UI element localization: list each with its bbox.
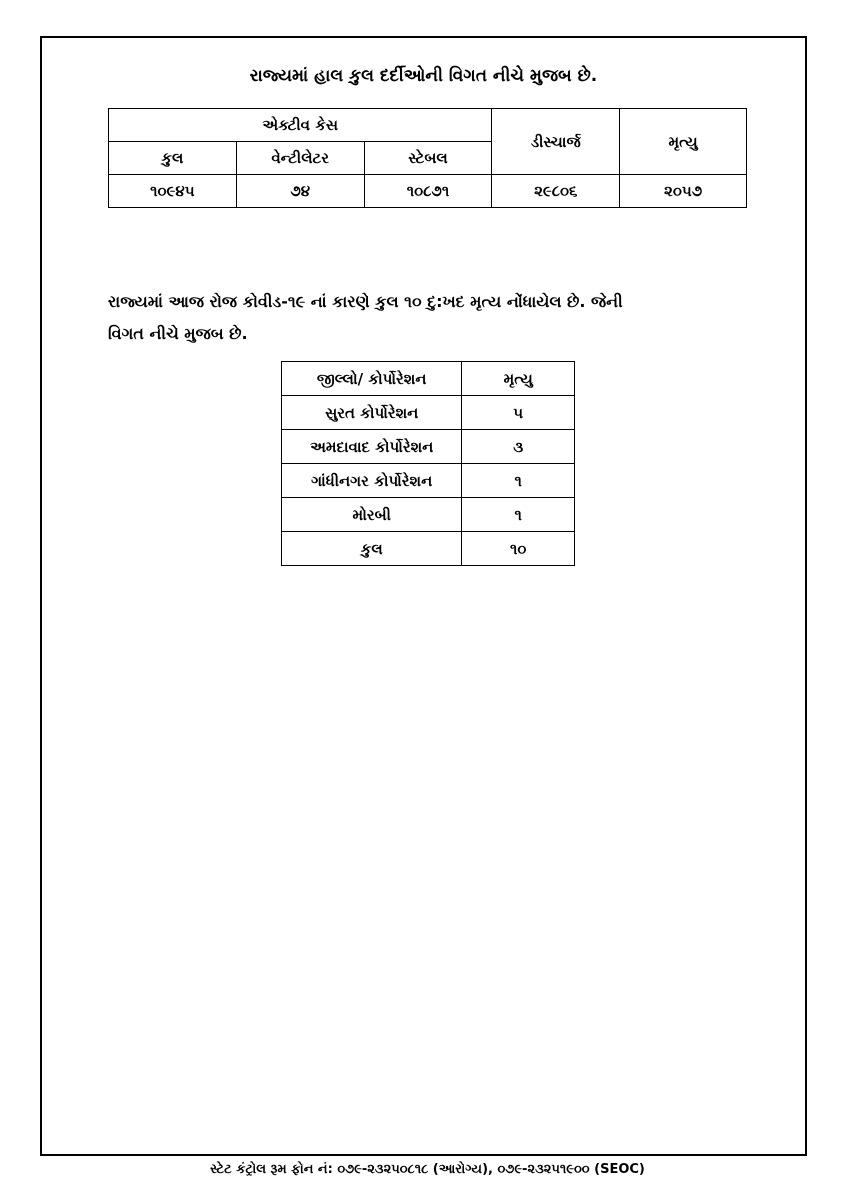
stable-value: ૧૦૮૭૧ [364, 175, 492, 208]
deaths-cell: ૧ [462, 464, 575, 498]
summary-table [108, 108, 747, 208]
total-header: કુલ [109, 142, 237, 175]
deaths-by-district-table [281, 361, 575, 566]
district-cell: ગાંધીનગર કોર્પોરેશન [282, 464, 462, 498]
deaths-value: ૨૦૫૭ [620, 175, 747, 208]
total-deaths-cell: ૧૦ [462, 532, 575, 566]
active-cases-header: એક્ટીવ કેસ [109, 109, 492, 142]
summary-heading: રાજ્યમાં હાલ કુલ દર્દીઓની વિગત નીચે મુજબ છે. [249, 66, 598, 86]
ventilator-header: વેન્ટીલેટર [236, 142, 364, 175]
paragraph-line-2: વિગત નીચે મુજબ છે. [108, 324, 248, 343]
discharged-value: ૨૯૮૦૬ [492, 175, 620, 208]
district-cell: અમદાવાદ કોર્પોરેશન [282, 430, 462, 464]
discharge-header: ડીસ્ચાર્જ [492, 109, 620, 175]
ventilator-value: ૭૪ [236, 175, 364, 208]
district-cell: મોરબી [282, 498, 462, 532]
table-row [282, 396, 575, 430]
total-value: ૧૦૯૪૫ [109, 175, 237, 208]
summary-values-row [109, 175, 747, 208]
table-header-row [282, 362, 575, 396]
table-row [282, 498, 575, 532]
table-row [282, 464, 575, 498]
paragraph-line-1: રાજ્યમાં આજ રોજ કોવીડ-૧૯ નાં કારણે કુલ ૧૦ દુ:ખદ મૃત્ય નોંધાયેલ છે. જેની [108, 292, 623, 311]
deaths-paragraph [108, 286, 748, 350]
deaths-cell: ૫ [462, 396, 575, 430]
deaths-cell: ૩ [462, 430, 575, 464]
footer-contact: સ્ટેટ કંટ્રોલ રૂમ ફોન નં: ૦૭૯-૨૩૨૫૦૮૧૮ (આરોગ્ય), ૦૭૯-૨૩૨૫૧૯૦૦ (SEOC) [210, 1162, 645, 1177]
district-header: જીલ્લો/ કોર્પોરેશન [282, 362, 462, 396]
summary-header-row [109, 109, 747, 142]
total-label-cell: કુલ [282, 532, 462, 566]
deaths-column-header: મૃત્યુ [462, 362, 575, 396]
deaths-header: મૃત્યુ [620, 109, 747, 175]
deaths-cell: ૧ [462, 498, 575, 532]
table-total-row [282, 532, 575, 566]
stable-header: સ્ટેબલ [364, 142, 492, 175]
district-cell: સુરત કોર્પોરેશન [282, 396, 462, 430]
table-row [282, 430, 575, 464]
